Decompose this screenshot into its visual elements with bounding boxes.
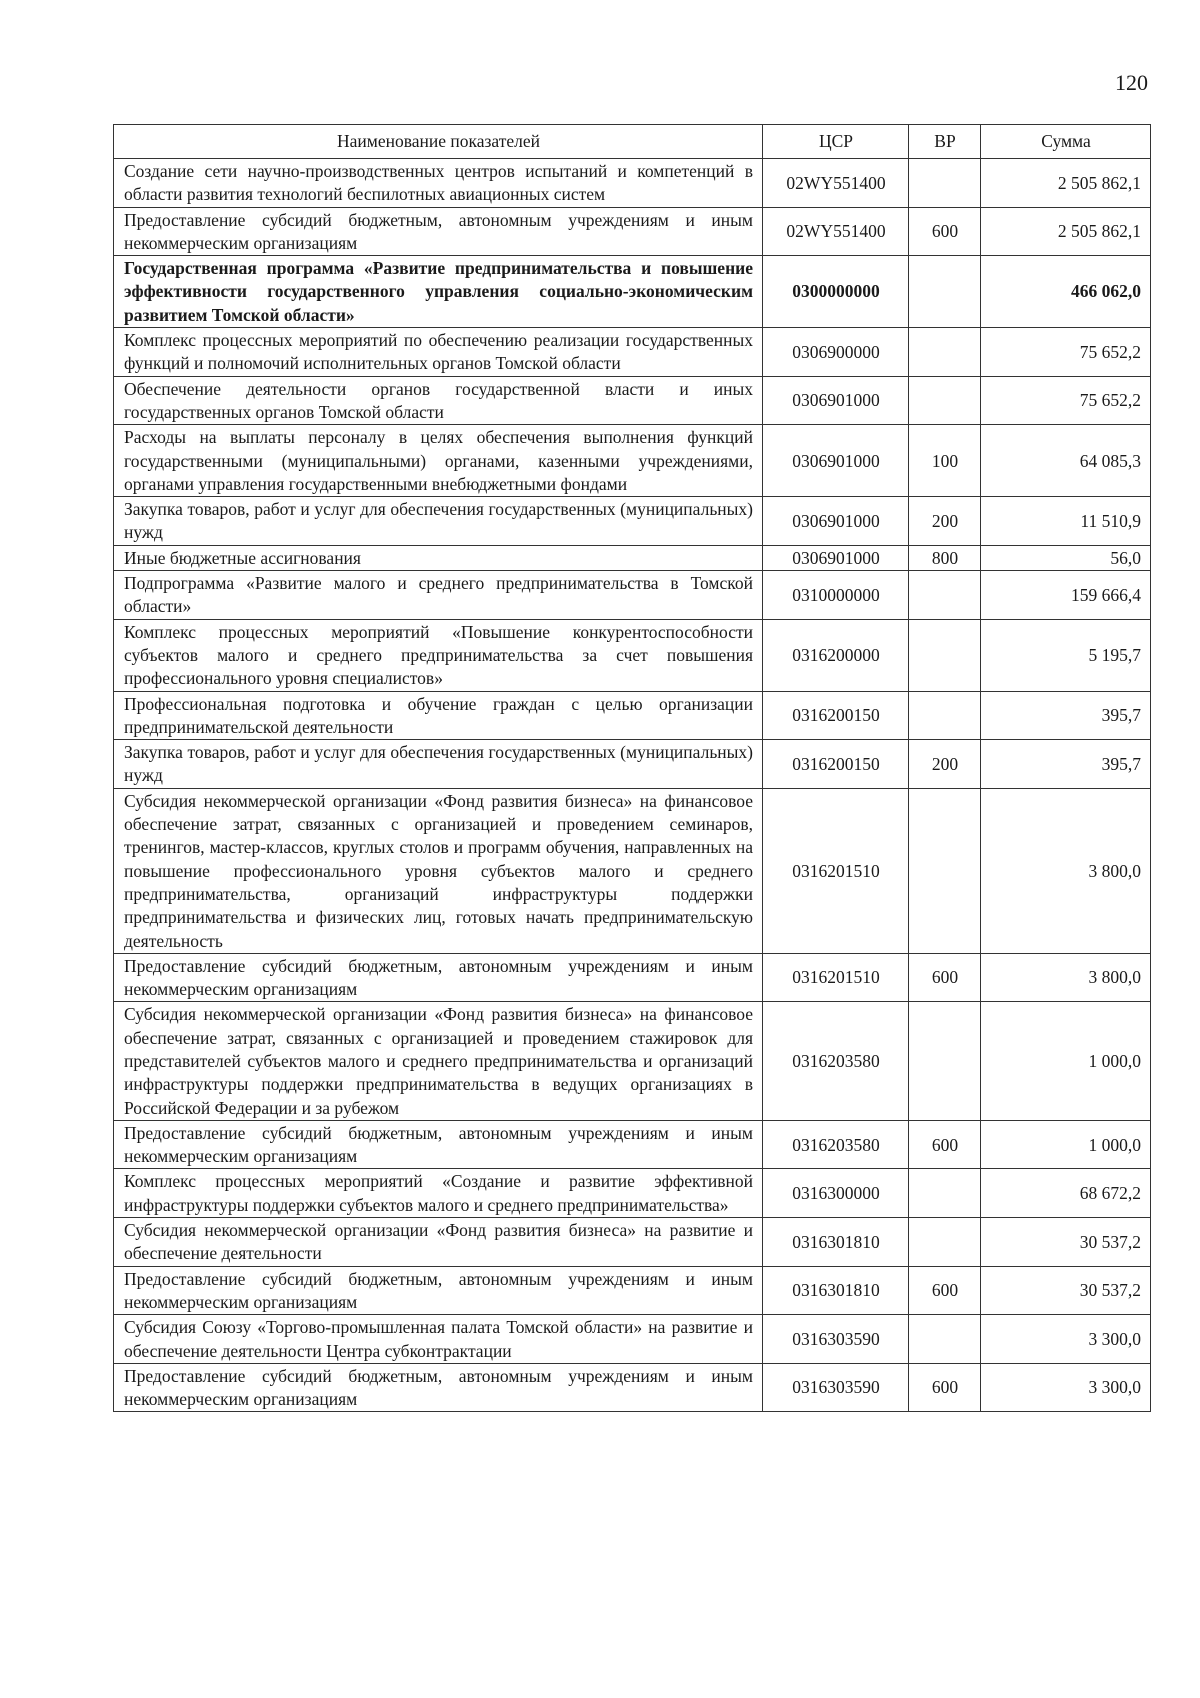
row-vr-cell	[909, 619, 981, 691]
row-code-cell: 0316200000	[763, 619, 909, 691]
row-sum-cell: 1 000,0	[981, 1002, 1151, 1120]
table-row	[114, 328, 1151, 377]
row-sum-cell: 56,0	[981, 545, 1151, 570]
row-sum-cell: 2 505 862,1	[981, 207, 1151, 256]
row-name-cell: Подпрограмма «Развитие малого и среднего предпринимательства в Томской области»	[114, 571, 763, 620]
table-row	[114, 953, 1151, 1002]
table-row	[114, 1266, 1151, 1315]
row-name-cell: Профессиональная подготовка и обучение граждан с целью организации предпринимательской деятельности	[114, 691, 763, 740]
row-name-cell: Субсидия некоммерческой организации «Фонд развития бизнеса» на финансовое обеспечение затрат, связанных с организацией и проведением семинаров, тренингов, мастер-классов, круглых столов и программ обучения, направленных на повышение профессионального уровня субъектов малого и среднего предпринимательства, организаций инфраструктуры поддержки предпринимательства и физических лиц, готовых начать предпринимательскую деятельность	[114, 788, 763, 953]
row-code-cell: 0316301810	[763, 1218, 909, 1267]
row-code-cell: 0300000000	[763, 256, 909, 328]
row-vr-cell	[909, 691, 981, 740]
row-sum-cell: 395,7	[981, 691, 1151, 740]
header-sum: Сумма	[981, 125, 1151, 159]
row-code-cell: 0306901000	[763, 545, 909, 570]
row-vr-cell	[909, 1218, 981, 1267]
row-code-cell: 0316200150	[763, 740, 909, 789]
row-sum-cell: 5 195,7	[981, 619, 1151, 691]
row-sum-cell: 2 505 862,1	[981, 159, 1151, 208]
row-name-cell: Закупка товаров, работ и услуг для обеспечения государственных (муниципальных) нужд	[114, 740, 763, 789]
row-code-cell: 0316301810	[763, 1266, 909, 1315]
row-sum-cell: 3 800,0	[981, 788, 1151, 953]
table-body	[114, 159, 1151, 1412]
row-name-cell: Субсидия некоммерческой организации «Фонд развития бизнеса» на финансовое обеспечение затрат, связанных с организацией и проведением стажировок для представителей субъектов малого и среднего предпринимательства и организаций инфраструктуры поддержки предпринимательства в ведущих организациях в Российской Федерации и за рубежом	[114, 1002, 763, 1120]
row-vr-cell	[909, 1002, 981, 1120]
row-sum-cell: 30 537,2	[981, 1266, 1151, 1315]
table-row	[114, 740, 1151, 789]
row-name-cell: Обеспечение деятельности органов государственной власти и иных государственных органов Томской области	[114, 376, 763, 425]
table-row	[114, 425, 1151, 497]
row-vr-cell	[909, 376, 981, 425]
row-name-cell: Комплекс процессных мероприятий по обеспечению реализации государственных функций и полномочий исполнительных органов Томской области	[114, 328, 763, 377]
row-sum-cell: 3 800,0	[981, 953, 1151, 1002]
row-name-cell: Субсидия некоммерческой организации «Фонд развития бизнеса» на развитие и обеспечение деятельности	[114, 1218, 763, 1267]
row-name-cell: Предоставление субсидий бюджетным, автономным учреждениям и иным некоммерческим организациям	[114, 953, 763, 1002]
row-code-cell: 0306900000	[763, 328, 909, 377]
table-row	[114, 619, 1151, 691]
row-vr-cell: 800	[909, 545, 981, 570]
row-sum-cell: 68 672,2	[981, 1169, 1151, 1218]
row-sum-cell: 3 300,0	[981, 1363, 1151, 1412]
table-row	[114, 207, 1151, 256]
table-row	[114, 545, 1151, 570]
row-code-cell: 0310000000	[763, 571, 909, 620]
page-number: 120	[1115, 70, 1148, 95]
row-sum-cell: 1 000,0	[981, 1120, 1151, 1169]
row-name-cell: Предоставление субсидий бюджетным, автономным учреждениям и иным некоммерческим организациям	[114, 1266, 763, 1315]
row-vr-cell	[909, 256, 981, 328]
row-code-cell: 0316303590	[763, 1363, 909, 1412]
row-code-cell: 0316203580	[763, 1120, 909, 1169]
row-vr-cell	[909, 571, 981, 620]
row-code-cell: 02WY551400	[763, 159, 909, 208]
row-vr-cell: 600	[909, 1120, 981, 1169]
table-row	[114, 256, 1151, 328]
row-sum-cell: 395,7	[981, 740, 1151, 789]
row-vr-cell	[909, 159, 981, 208]
row-name-cell: Закупка товаров, работ и услуг для обеспечения государственных (муниципальных) нужд	[114, 497, 763, 546]
table-row	[114, 691, 1151, 740]
row-name-cell: Субсидия Союзу «Торгово-промышленная палата Томской области» на развитие и обеспечение деятельности Центра субконтрактации	[114, 1315, 763, 1364]
table-row	[114, 788, 1151, 953]
header-name: Наименование показателей	[114, 125, 763, 159]
row-name-cell: Государственная программа «Развитие предпринимательства и повышение эффективности государственного управления социально-экономическим развитием Томской области»	[114, 256, 763, 328]
row-code-cell: 0316201510	[763, 788, 909, 953]
row-name-cell: Комплекс процессных мероприятий «Повышение конкурентоспособности субъектов малого и среднего предпринимательства за счет повышения профессионального уровня специалистов»	[114, 619, 763, 691]
row-name-cell: Предоставление субсидий бюджетным, автономным учреждениям и иным некоммерческим организациям	[114, 1120, 763, 1169]
row-name-cell: Иные бюджетные ассигнования	[114, 545, 763, 570]
table-header-row	[114, 125, 1151, 159]
row-code-cell: 0306901000	[763, 425, 909, 497]
header-vr: ВР	[909, 125, 981, 159]
row-code-cell: 02WY551400	[763, 207, 909, 256]
table-row	[114, 497, 1151, 546]
row-sum-cell: 75 652,2	[981, 376, 1151, 425]
row-vr-cell: 600	[909, 1266, 981, 1315]
row-sum-cell: 466 062,0	[981, 256, 1151, 328]
table-row	[114, 1363, 1151, 1412]
header-code: ЦСР	[763, 125, 909, 159]
row-sum-cell: 3 300,0	[981, 1315, 1151, 1364]
table-row	[114, 1169, 1151, 1218]
row-vr-cell: 100	[909, 425, 981, 497]
row-name-cell: Предоставление субсидий бюджетным, автономным учреждениям и иным некоммерческим организациям	[114, 207, 763, 256]
row-vr-cell: 600	[909, 953, 981, 1002]
row-sum-cell: 11 510,9	[981, 497, 1151, 546]
row-code-cell: 0316303590	[763, 1315, 909, 1364]
row-vr-cell: 600	[909, 1363, 981, 1412]
row-code-cell: 0316300000	[763, 1169, 909, 1218]
table-row	[114, 1002, 1151, 1120]
row-name-cell: Предоставление субсидий бюджетным, автономным учреждениям и иным некоммерческим организациям	[114, 1363, 763, 1412]
row-sum-cell: 75 652,2	[981, 328, 1151, 377]
row-code-cell: 0306901000	[763, 497, 909, 546]
row-name-cell: Комплекс процессных мероприятий «Создание и развитие эффективной инфраструктуры поддержки субъектов малого и среднего предпринимательства»	[114, 1169, 763, 1218]
row-sum-cell: 64 085,3	[981, 425, 1151, 497]
row-sum-cell: 30 537,2	[981, 1218, 1151, 1267]
table-row	[114, 376, 1151, 425]
table-row	[114, 571, 1151, 620]
table-row	[114, 1120, 1151, 1169]
budget-table	[113, 124, 1151, 1412]
row-code-cell: 0306901000	[763, 376, 909, 425]
row-vr-cell	[909, 1169, 981, 1218]
row-vr-cell: 200	[909, 497, 981, 546]
row-name-cell: Создание сети научно-производственных центров испытаний и компетенций в области развития технологий беспилотных авиационных систем	[114, 159, 763, 208]
row-code-cell: 0316201510	[763, 953, 909, 1002]
row-code-cell: 0316200150	[763, 691, 909, 740]
table-row	[114, 159, 1151, 208]
row-vr-cell: 200	[909, 740, 981, 789]
row-vr-cell	[909, 328, 981, 377]
row-name-cell: Расходы на выплаты персоналу в целях обеспечения выполнения функций государственными (муниципальными) органами, казенными учреждениями, органами управления государственными внебюджетными фондами	[114, 425, 763, 497]
row-vr-cell: 600	[909, 207, 981, 256]
row-vr-cell	[909, 788, 981, 953]
row-sum-cell: 159 666,4	[981, 571, 1151, 620]
table-row	[114, 1218, 1151, 1267]
table-row	[114, 1315, 1151, 1364]
row-vr-cell	[909, 1315, 981, 1364]
row-code-cell: 0316203580	[763, 1002, 909, 1120]
